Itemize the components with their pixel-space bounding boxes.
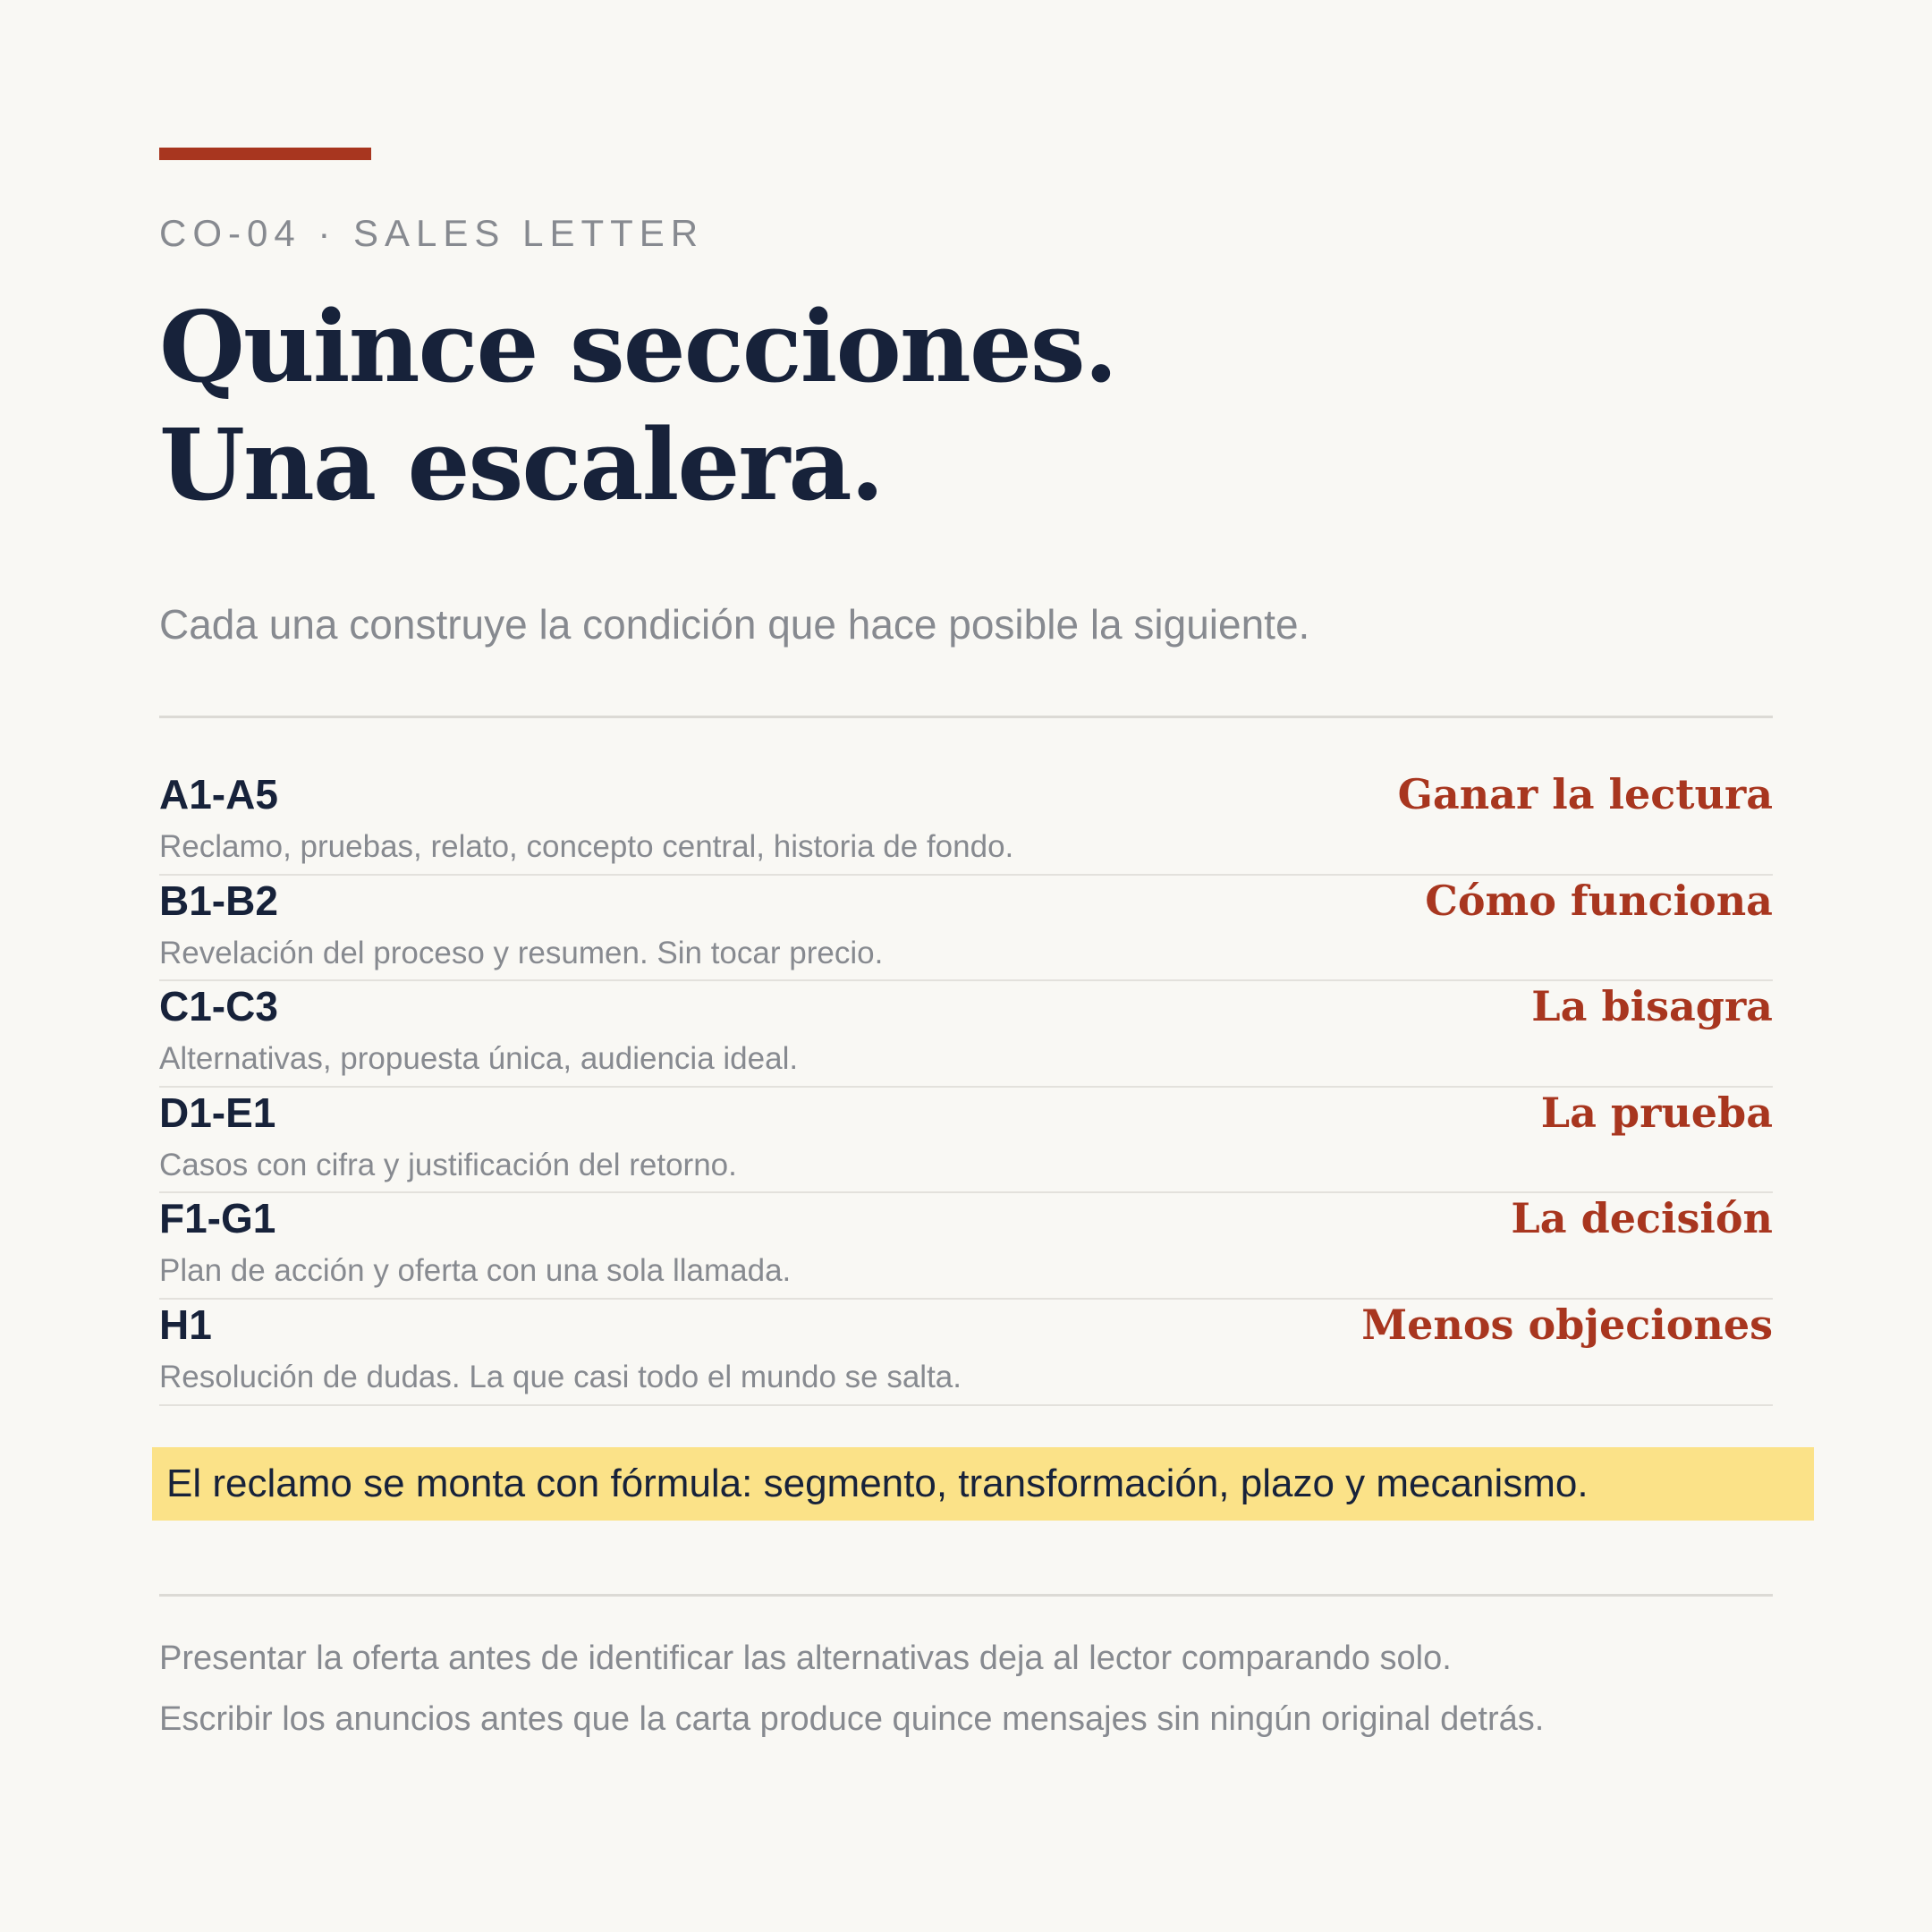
section-row — [159, 876, 1773, 982]
section-code: A1-A5 — [159, 771, 278, 818]
section-row — [159, 981, 1773, 1088]
section-code: H1 — [159, 1301, 212, 1348]
section-code: D1-E1 — [159, 1089, 276, 1136]
highlight-callout: El reclamo se monta con fórmula: segmento, transformación, plazo y mecanismo. — [152, 1447, 1814, 1521]
section-description: Reclamo, pruebas, relato, concepto central, historia de fondo. — [159, 829, 1014, 864]
section-list — [159, 769, 1773, 1406]
footer-note: Presentar la oferta antes de identificar las alternativas deja al lector comparando solo. — [159, 1640, 1452, 1677]
section-label: Menos objeciones — [1361, 1300, 1773, 1349]
section-label: Ganar la lectura — [1397, 770, 1773, 818]
section-row — [159, 1088, 1773, 1194]
section-description: Revelación del proceso y resumen. Sin tocar precio. — [159, 935, 884, 970]
section-row — [159, 1300, 1773, 1406]
section-description: Resolución de dudas. La que casi todo el mundo se salta. — [159, 1359, 962, 1394]
section-label: Cómo funciona — [1425, 876, 1773, 925]
section-label: La bisagra — [1531, 982, 1773, 1031]
section-code: F1-G1 — [159, 1195, 276, 1242]
accent-bar — [159, 148, 371, 160]
title-line-2: Una escalera. — [159, 407, 883, 522]
section-description: Casos con cifra y justificación del retorno. — [159, 1147, 737, 1182]
footer-notes — [159, 1628, 1544, 1750]
page-title — [159, 288, 1116, 524]
kicker-label: CO-04 · SALES LETTER — [159, 212, 705, 254]
section-label: La prueba — [1540, 1088, 1773, 1137]
top-divider — [159, 716, 1773, 718]
footer-note: Escribir los anuncios antes que la carta produce quince mensajes sin ningún original detrás. — [159, 1700, 1545, 1738]
title-line-1: Quince secciones. — [159, 289, 1117, 404]
subtitle: Cada una construye la condición que hace posible la siguiente. — [159, 601, 1310, 648]
section-code: C1-C3 — [159, 983, 278, 1030]
bottom-divider — [159, 1594, 1773, 1597]
section-row — [159, 769, 1773, 876]
section-row — [159, 1193, 1773, 1300]
section-code: B1-B2 — [159, 877, 278, 924]
section-description: Plan de acción y oferta con una sola llamada. — [159, 1253, 792, 1289]
section-description: Alternativas, propuesta única, audiencia ideal. — [159, 1041, 799, 1077]
section-label: La decisión — [1511, 1194, 1773, 1243]
